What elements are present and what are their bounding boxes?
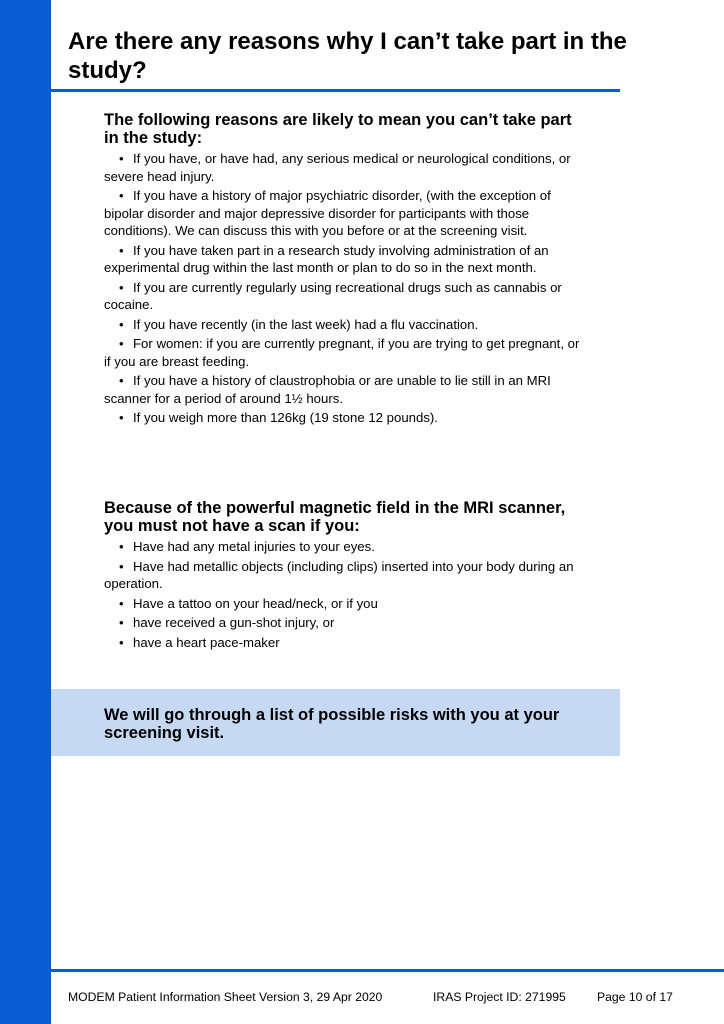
list-item: • Have had metallic objects (including clips) inserted into your body during an operation. (104, 558, 574, 591)
list-item: • If you have a history of major psychiatric disorder, (with the exception of bipolar disorder and major depressive disorder for participants with those conditions). We can discuss this with you before or at the screening visit. (104, 188, 551, 238)
side-accent-bar (0, 0, 51, 1024)
list-item: • If you have a history of claustrophobia or are unable to lie still in an MRI scanner for a period of around 1½ hours. (104, 373, 551, 406)
page-title: Are there any reasons why I can’t take part in the study? (68, 28, 627, 84)
bullet-icon: • (119, 615, 124, 630)
list-item: • If you are currently regularly using recreational drugs such as cannabis or cocaine. (104, 279, 562, 312)
list-item: • Have a tattoo on your head/neck, or if you (104, 595, 584, 613)
exclusion-section (104, 111, 584, 429)
info-callout-text: We will go through a list of possible risks with you at your screening visit. (104, 706, 560, 742)
bullet-icon: • (119, 242, 124, 258)
bullet-icon: • (119, 151, 124, 166)
list-item: • For women: if you are currently pregnant, if you are trying to get pregnant, or if you are breast feeding. (104, 336, 580, 369)
bullet-icon: • (119, 410, 124, 425)
bullet-icon: • (119, 316, 124, 332)
footer-divider (51, 969, 724, 972)
mri-section (104, 499, 584, 653)
bullet-icon: • (119, 634, 124, 650)
mri-heading: Because of the powerful magnetic field in the MRI scanner, you must not have a scan if you: (104, 499, 566, 535)
mri-list (104, 538, 584, 651)
title-divider (51, 89, 620, 92)
list-item: • If you weigh more than 126kg (19 stone 12 pounds). (104, 409, 584, 427)
list-item: • If you have, or have had, any serious medical or neurological conditions, or severe head injury. (104, 151, 571, 184)
list-item: • If you have recently (in the last week) had a flu vaccination. (104, 316, 584, 334)
footer-iras-id: IRAS Project ID: 271995 (433, 990, 566, 1004)
list-item: • Have had any metal injuries to your eyes. (104, 538, 584, 556)
bullet-icon: • (119, 558, 124, 574)
exclusion-list (104, 150, 584, 427)
list-item: • If you have taken part in a research study involving administration of an experimental drug within the last month or plan to do so in the next month. (104, 242, 549, 275)
footer-page-number: Page 10 of 17 (597, 990, 673, 1004)
bullet-icon: • (119, 336, 124, 351)
info-callout-box (51, 689, 620, 756)
bullet-icon: • (119, 539, 124, 554)
bullet-icon: • (119, 373, 124, 388)
exclusion-heading: The following reasons are likely to mean you can’t take part in the study: (104, 111, 572, 147)
footer-document-version: MODEM Patient Information Sheet Version 3, 29 Apr 2020 (68, 990, 383, 1004)
bullet-icon: • (119, 188, 124, 203)
bullet-icon: • (119, 595, 124, 611)
list-item: • have a heart pace-maker (104, 634, 584, 652)
list-item: • have received a gun-shot injury, or (104, 614, 584, 632)
bullet-icon: • (119, 279, 124, 295)
